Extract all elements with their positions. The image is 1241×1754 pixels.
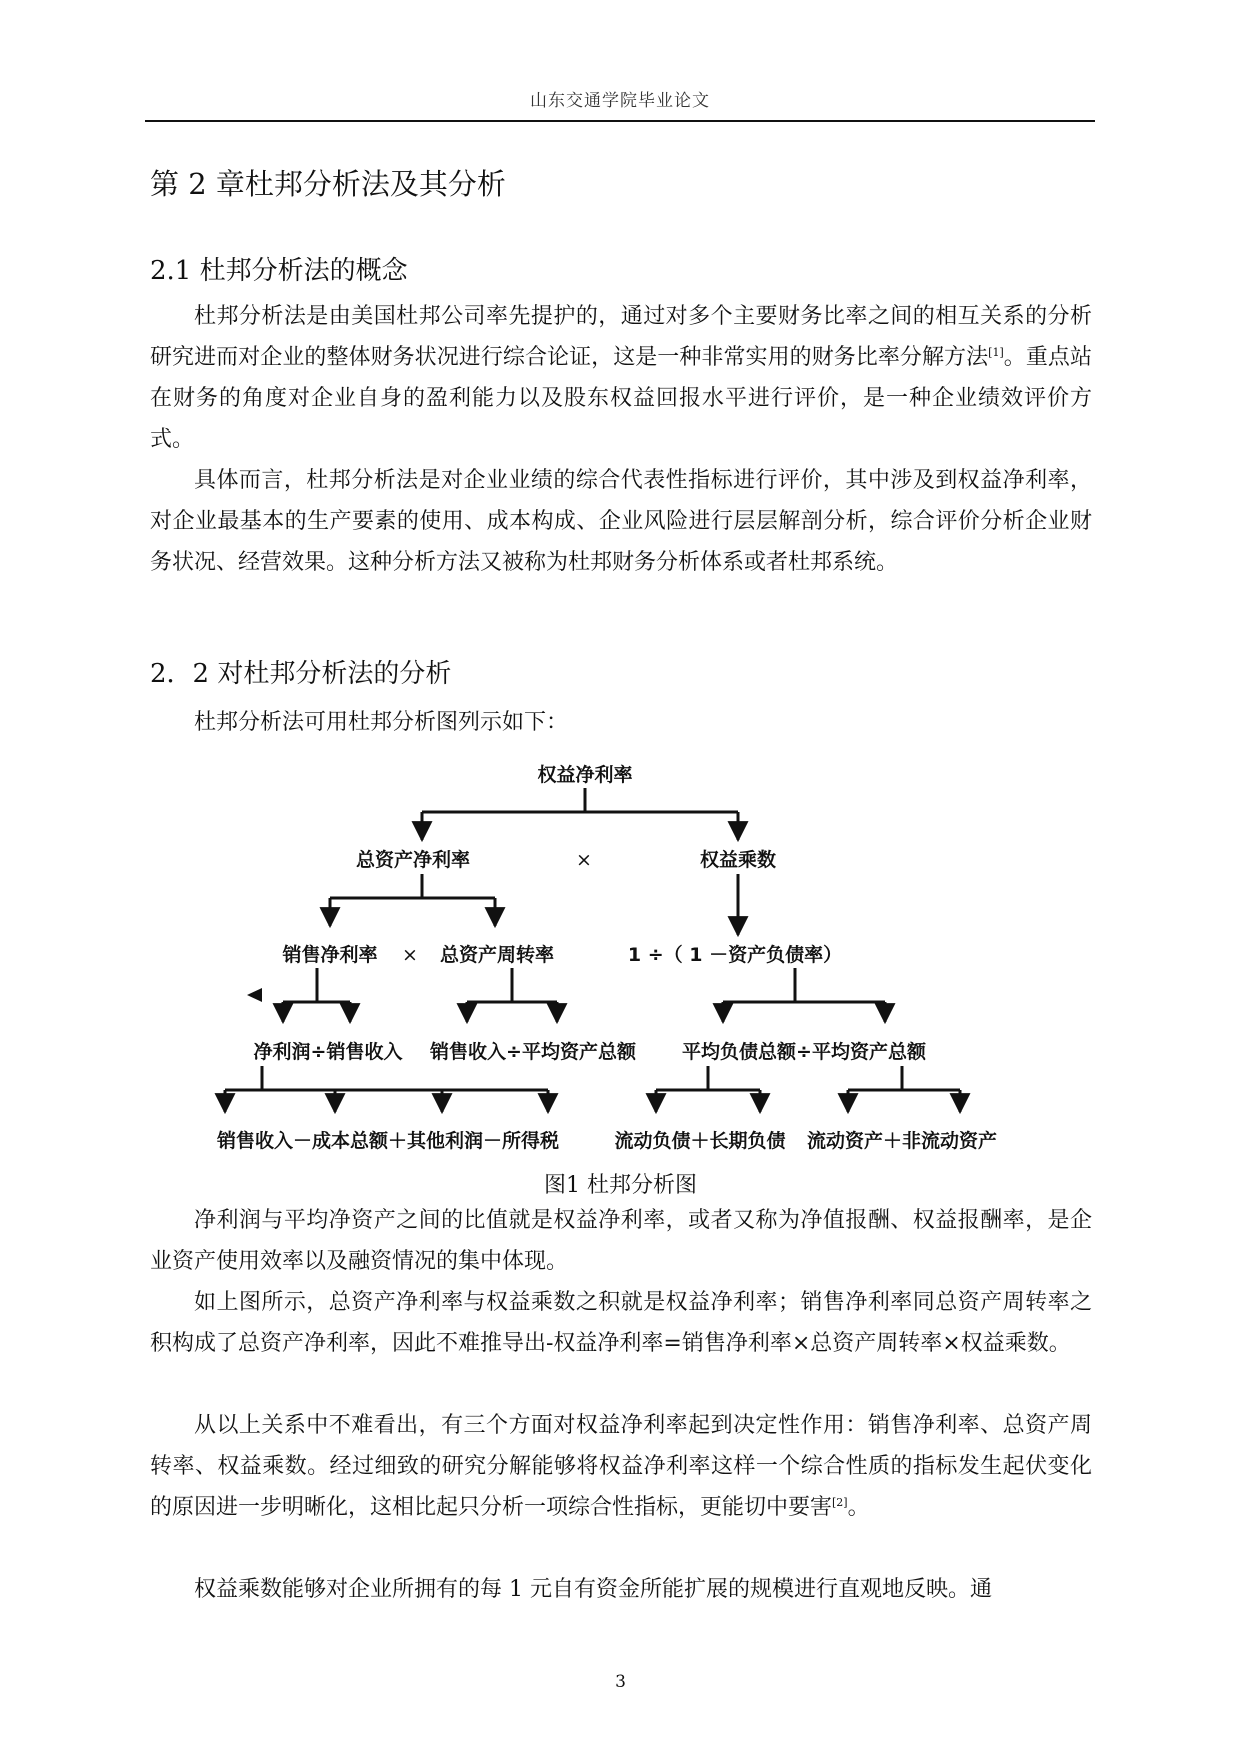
stray-arrowhead-mark bbox=[247, 988, 262, 1002]
paragraph-equity-multiplier: 权益乘数能够对企业所拥有的每 1 元自有资金所能扩展的规模进行直观地反映。通 bbox=[194, 1577, 992, 1602]
paragraph-text: 。 bbox=[847, 1495, 870, 1520]
citation-ref: [2] bbox=[832, 1496, 848, 1509]
node-level4-c: 流动资产＋非流动资产 bbox=[806, 1130, 998, 1152]
node-root: 权益净利率 bbox=[537, 764, 633, 786]
paragraph-concept-2: 具体而言，杜邦分析法是对企业业绩的综合代表性指标进行评价，其中涉及到权益净利率，对企业最基本的生产要素的使用、成本构成、企业风险进行层层解剖分析，综合评价分析企业财务状况、经营效果。这种分析方法又被称为杜邦财务分析体系或者杜邦系统。 bbox=[150, 468, 1092, 575]
node-level3-a: 净利润÷销售收入 bbox=[253, 1041, 403, 1063]
node-level1-operator: × bbox=[576, 849, 592, 871]
page-number: 3 bbox=[615, 1672, 626, 1692]
node-level2-right: 1 ÷（ 1 －资产负债率） bbox=[627, 944, 843, 966]
node-level2-operator: × bbox=[402, 944, 418, 966]
running-header: 山东交通学院毕业论文 bbox=[530, 91, 710, 111]
paragraph-text: 。重点站在财务的角度对企业自身的盈利能力以及股东权益回报水平进行评价，是一种企业绩效评价方式。 bbox=[150, 345, 1092, 452]
paragraph-roe-formula: 如上图所示，总资产净利率与权益乘数之积就是权益净利率；销售净利率同总资产周转率之积构成了总资产净利率，因此不难推导出-权益净利率=销售净利率×总资产周转率×权益乘数。 bbox=[150, 1290, 1092, 1356]
node-level2-left-a: 销售净利率 bbox=[282, 944, 378, 966]
node-level3-c: 平均负债总额÷平均资产总额 bbox=[682, 1041, 926, 1063]
paragraph-text: 杜邦分析法是由美国杜邦公司率先提护的，通过对多个主要财务比率之间的相互关系的分析研究进而对企业的整体财务状况进行综合论证，这是一种非常实用的财务比率分解方法 bbox=[150, 304, 1092, 370]
paragraph-diagram-intro: 杜邦分析法可用杜邦分析图列示如下： bbox=[194, 710, 569, 735]
node-level3-b: 销售收入÷平均资产总额 bbox=[430, 1041, 636, 1063]
node-level1-left: 总资产净利率 bbox=[355, 849, 471, 871]
paragraph-roe-definition: 净利润与平均净资产之间的比值就是权益净利率，或者又称为净值报酬、权益报酬率，是企业资产使用效率以及融资情况的集中体现。 bbox=[150, 1208, 1092, 1274]
paragraph-three-factors bbox=[150, 1405, 1092, 1528]
figure-caption: 图1 杜邦分析图 bbox=[544, 1173, 697, 1198]
node-level4-b: 流动负债＋长期负债 bbox=[614, 1130, 786, 1152]
citation-ref: [1] bbox=[988, 346, 1004, 359]
paragraph-text: 从以上关系中不难看出，有三个方面对权益净利率起到决定性作用：销售净利率、总资产周转率、权益乘数。经过细致的研究分解能够将权益净利率这样一个综合性质的指标发生起伏变化的原因进一步明晰化，这相比起只分析一项综合性指标，更能切中要害 bbox=[150, 1413, 1092, 1520]
node-level1-right: 权益乘数 bbox=[699, 849, 777, 871]
node-level2-left-b: 总资产周转率 bbox=[439, 944, 555, 966]
chapter-title: 第 2 章杜邦分析法及其分析 bbox=[150, 167, 506, 201]
section-2-1-title: 2.1 杜邦分析法的概念 bbox=[150, 256, 408, 286]
node-level4-a: 销售收入－成本总额＋其他利润－所得税 bbox=[216, 1130, 560, 1152]
section-2-2-title: 2．2 对杜邦分析法的分析 bbox=[150, 659, 452, 689]
